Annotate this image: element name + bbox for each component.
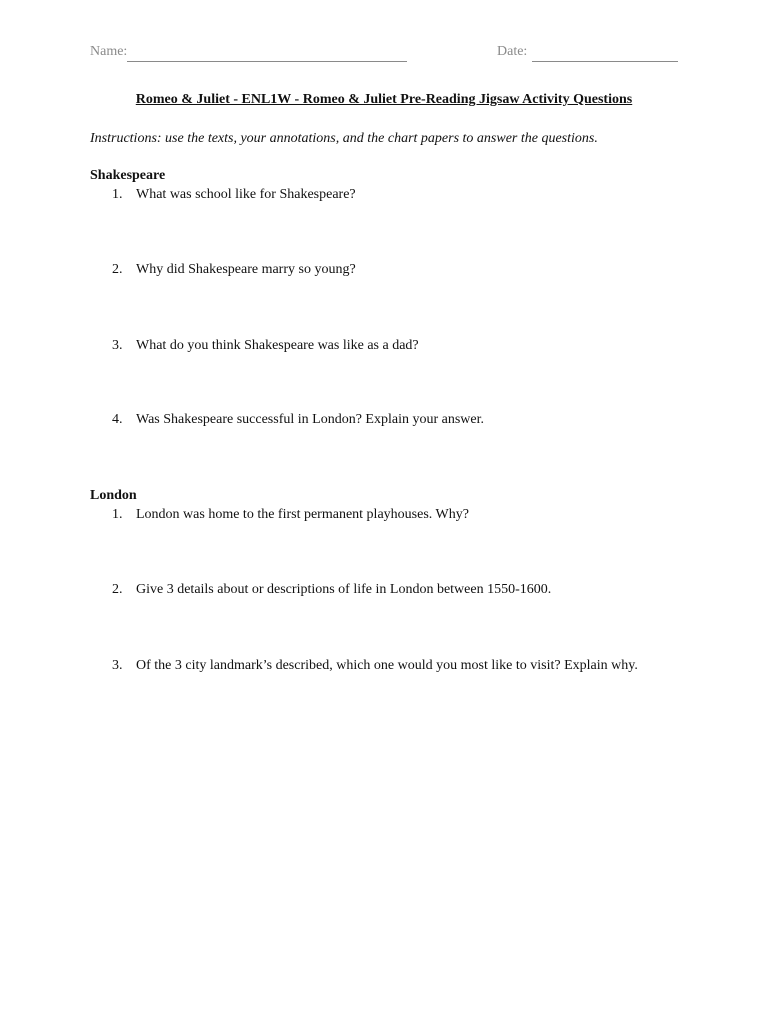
question-shakespeare-2 <box>112 262 356 278</box>
question-shakespeare-4 <box>112 412 484 428</box>
question-number: 2. <box>112 262 123 277</box>
question-number: 3. <box>112 338 123 353</box>
question-london-3 <box>112 658 638 674</box>
section-heading-shakespeare: Shakespeare <box>90 168 166 183</box>
question-text: Why did Shakespeare marry so young? <box>136 262 356 277</box>
question-text: Was Shakespeare successful in London? Explain your answer. <box>136 412 484 427</box>
question-text: What was school like for Shakespeare? <box>136 187 356 202</box>
question-number: 4. <box>112 412 123 427</box>
date-label: Date: <box>497 44 528 59</box>
date-blank-line <box>532 61 678 62</box>
question-number: 3. <box>112 658 123 673</box>
section-heading-london: London <box>90 488 137 503</box>
question-text: What do you think Shakespeare was like as a dad? <box>136 338 419 353</box>
question-london-1 <box>112 507 469 523</box>
question-text: Give 3 details about or descriptions of life in London between 1550-1600. <box>136 582 552 597</box>
question-number: 1. <box>112 507 123 522</box>
name-date-header <box>90 44 680 64</box>
name-blank-line <box>127 61 407 62</box>
question-number: 1. <box>112 187 123 202</box>
name-label: Name: <box>90 44 128 59</box>
question-london-2 <box>112 582 551 598</box>
worksheet-title: Romeo & Juliet - ENL1W - Romeo & Juliet Pre-Reading Jigsaw Activity Questions <box>135 92 633 107</box>
question-number: 2. <box>112 582 123 597</box>
question-shakespeare-3 <box>112 338 419 354</box>
question-text: Of the 3 city landmark’s described, which one would you most like to visit? Explain why. <box>136 658 638 673</box>
question-text: London was home to the first permanent playhouses. Why? <box>136 507 469 522</box>
instructions-text: Instructions: use the texts, your annotations, and the chart papers to answer the questions. <box>90 131 598 146</box>
question-shakespeare-1 <box>112 187 356 203</box>
